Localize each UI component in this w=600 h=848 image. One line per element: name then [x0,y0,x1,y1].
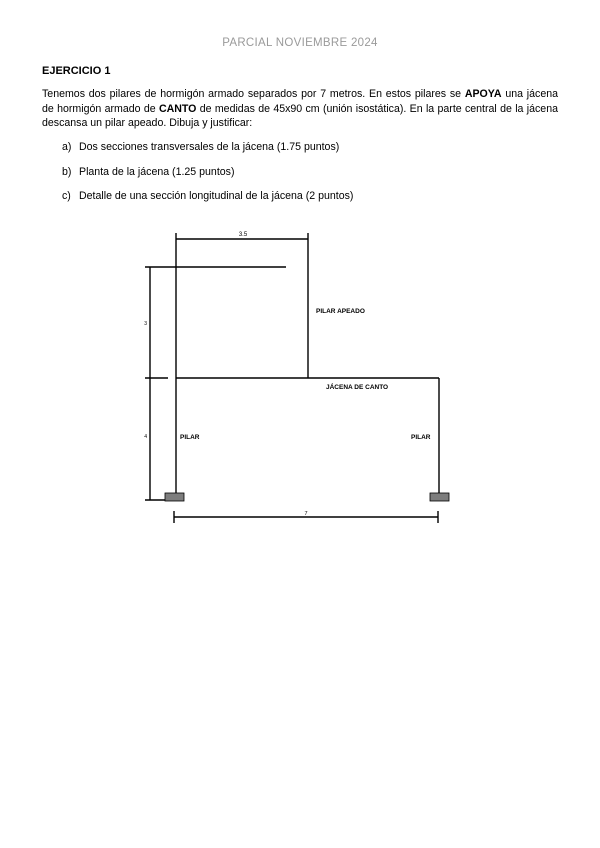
label-top-dimension: 3.5 [238,232,248,238]
page-header: PARCIAL NOVIEMBRE 2024 [222,37,378,49]
label-pilar-apeado: PILAR APEADO [316,308,365,315]
label-span: 7 [304,511,308,517]
structure-diagram [0,225,600,535]
statement-part-2: una jácena de hormigón armado de [42,88,558,115]
task-marker: a) [62,141,72,153]
task-item-c [62,190,353,215]
label-height-lower: 4 [144,434,147,440]
label-height-upper: 3 [144,321,147,327]
task-text: Planta de la jácena (1.25 puntos) [79,165,235,178]
task-marker: c) [62,190,71,202]
statement-part-1: Tenemos dos pilares de hormigón armado separados por 7 metros. En estos pilares se [42,88,465,100]
task-text: Dos secciones transversales de la jácena (1.75 puntos) [79,141,340,153]
statement-part-3: de medidas de 45x90 cm (unión isostática). En la parte central de la jácena descansa un pilar apeado. Dibuja y justificar: [42,102,558,129]
task-item-b [62,166,353,191]
label-pilar-right: PILAR [411,434,431,441]
statement-bold-apoya: APOYA [464,88,502,100]
footing-left [165,493,184,501]
task-text: Detalle de una sección longitudinal de la jácena (2 puntos) [79,190,354,202]
exercise-title: EJERCICIO 1 [42,65,111,77]
task-list [62,141,353,215]
exercise-statement [42,87,558,131]
footing-right [430,493,449,501]
label-pilar-left: PILAR [180,434,200,441]
statement-bold-canto: CANTO [158,102,197,115]
task-marker: b) [62,165,72,178]
label-jacena: JÁCENA DE CANTO [326,384,389,391]
task-item-a [62,141,353,166]
